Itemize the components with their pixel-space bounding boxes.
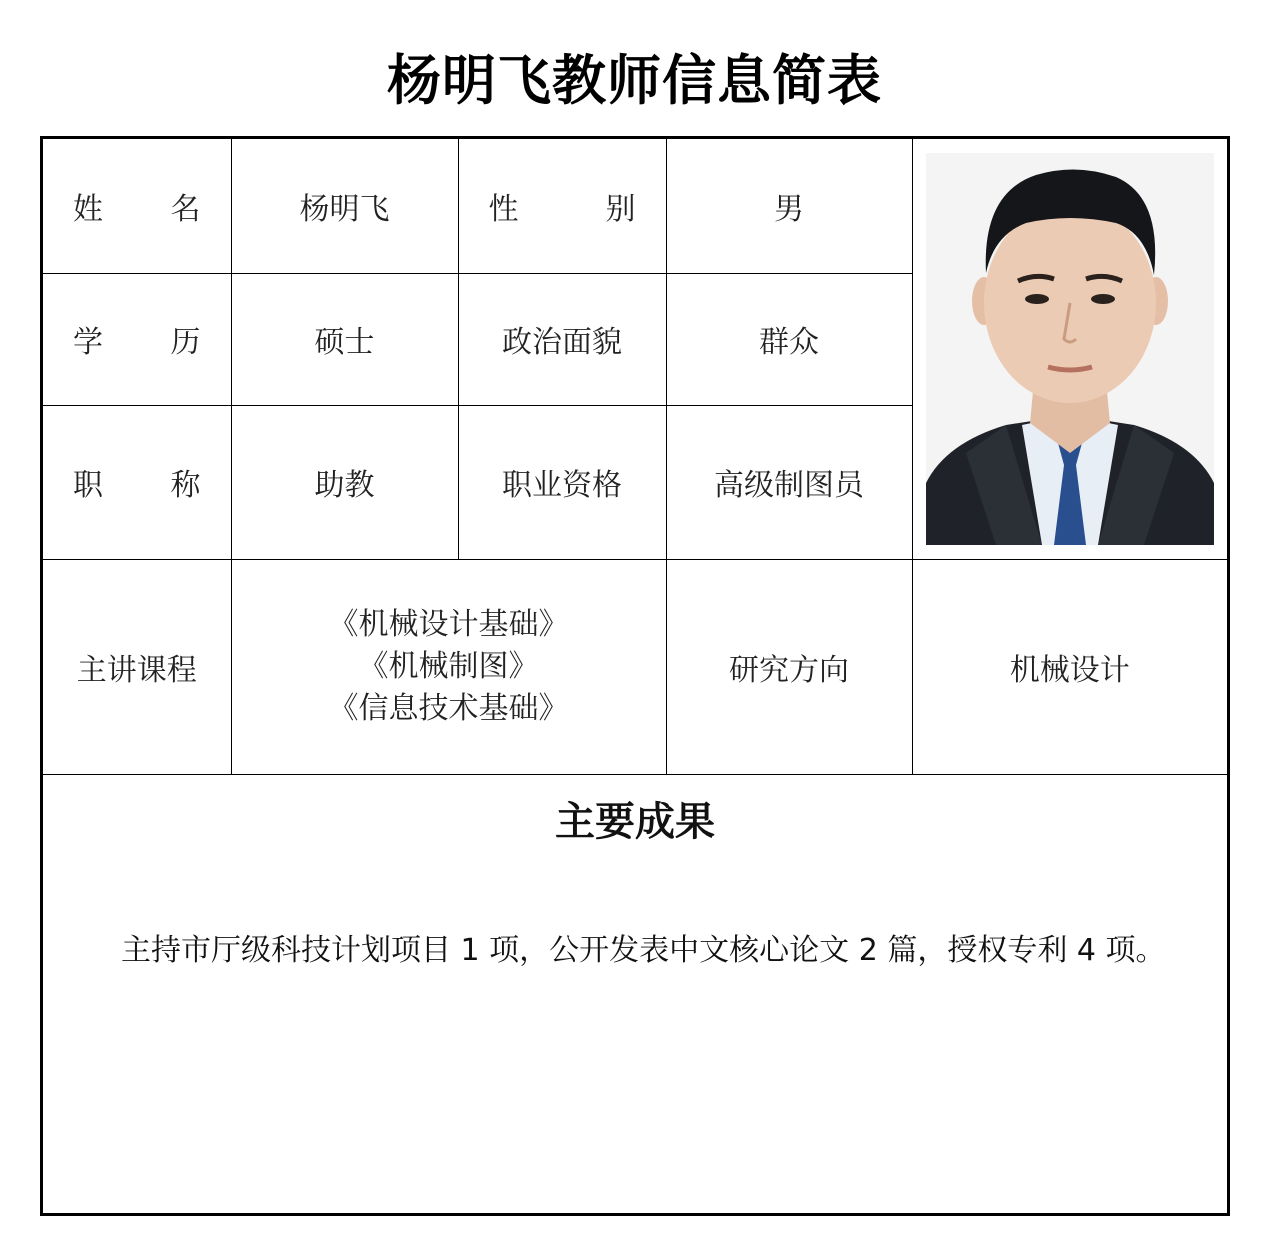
profile-photo <box>926 153 1214 545</box>
education-label-char-2: 历 <box>170 325 201 360</box>
name-label-char-1: 姓 <box>73 191 103 227</box>
name-label-char-2: 名 <box>170 191 201 227</box>
name-label-cell <box>43 139 231 273</box>
gender-value: 男 <box>666 139 912 273</box>
title-label-char-2: 称 <box>170 468 201 503</box>
gender-label-char-2: 别 <box>605 191 636 227</box>
political-value: 群众 <box>666 273 912 405</box>
political-label: 政治面貌 <box>458 273 666 405</box>
research-label: 研究方向 <box>666 559 912 774</box>
gender-label-char-1: 性 <box>488 191 519 227</box>
achievements-heading: 主要成果 <box>555 798 715 845</box>
gender-label-cell <box>458 139 666 273</box>
education-label-char-1: 学 <box>73 325 103 360</box>
qualification-label: 职业资格 <box>458 405 666 559</box>
courses-value <box>231 559 666 774</box>
teacher-info-sheet <box>40 136 1230 1216</box>
table-row <box>43 139 1227 273</box>
page-title: 杨明飞教师信息简表 <box>387 49 882 112</box>
qualification-value: 高级制图员 <box>666 405 912 559</box>
education-label-cell <box>43 273 231 405</box>
photo-cell <box>912 139 1227 559</box>
course-item: 《机械设计基础》 <box>328 606 569 642</box>
title-value: 助教 <box>231 405 458 559</box>
portrait-illustration <box>926 153 1214 545</box>
title-label-char-1: 职 <box>73 468 103 503</box>
info-table <box>43 139 1227 775</box>
course-item: 《信息技术基础》 <box>328 690 569 726</box>
course-item: 《机械制图》 <box>358 648 539 684</box>
name-value: 杨明飞 <box>231 139 458 273</box>
achievements-text: 主持市厅级科技计划项目 1 项，公开发表中文核心论文 2 篇，授权专利 4 项。 <box>121 933 1166 968</box>
education-value: 硕士 <box>231 273 458 405</box>
table-row <box>43 559 1227 774</box>
title-label-cell <box>43 405 231 559</box>
research-value: 机械设计 <box>912 559 1227 774</box>
courses-label: 主讲课程 <box>43 559 231 774</box>
achievements-section <box>43 774 1227 969</box>
